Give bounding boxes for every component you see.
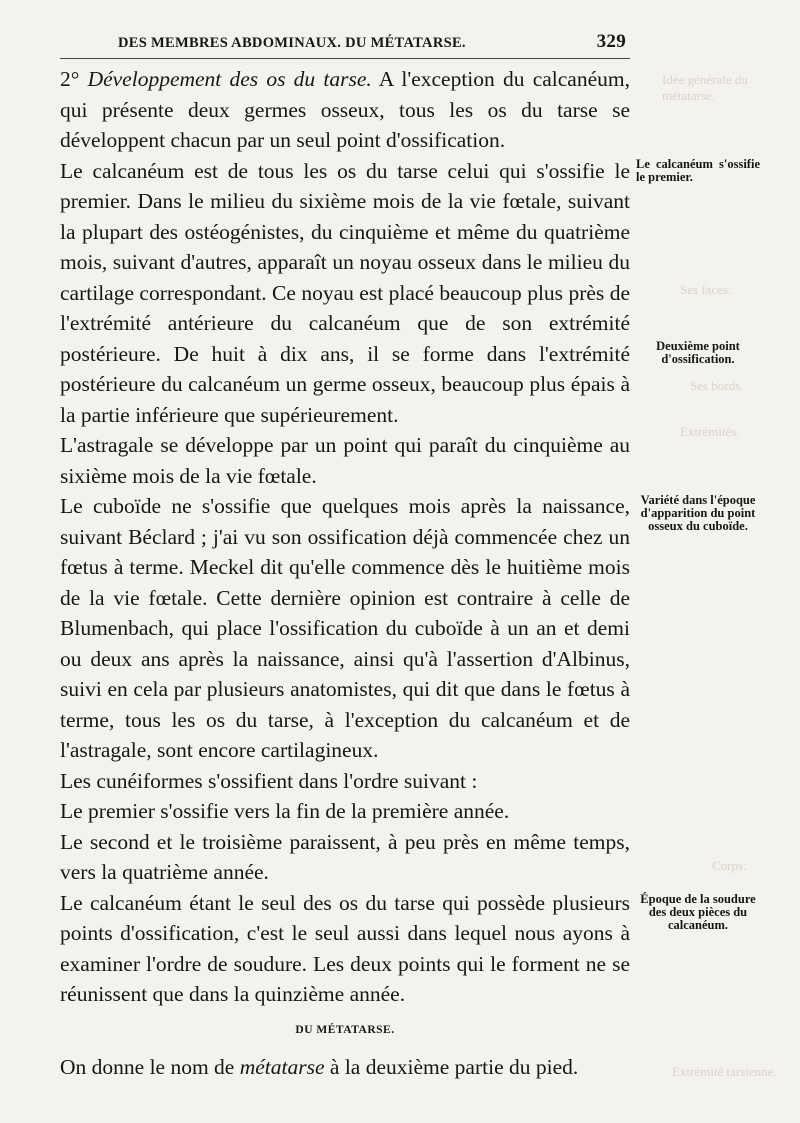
main-text: [60, 64, 630, 1082]
margin-note: Deuxième point d'ossification.: [656, 339, 740, 366]
running-header: [60, 33, 630, 55]
paragraph: Le premier s'ossifie vers la fin de la première année.: [60, 799, 510, 823]
paragraph: Le calcanéum étant le seul des os du tarse qui possède plusieurs points d'ossification, c'est le seul aussi dans lequel nous ayons à examiner l'ordre de soudure. Les deux points qui le forment ne se réunissent que dans la quinzième année.: [60, 890, 630, 1006]
bleed-through-text: Ses bords.: [690, 378, 744, 393]
paragraph: Le cuboïde ne s'ossifie que quelques mois après la naissance, suivant Béclard ; j'ai vu son ossification déjà commencée chez un fœtus à terme. Meckel dit qu'elle commence dès le huitième mois de la vie fœtale. Cette dernière opinion est contraire à celle de Blumenbach, qui place l'ossification du cuboïde à un an et demi ou deux ans après la naissance, ainsi qu'à l'assertion d'Albinus, suivi en cela par plusieurs anatomistes, qui dit que dans le fœtus à terme, tous les os du tarse, à l'exception du calcanéum et de l'astragale, sont encore cartilagineux.: [60, 494, 630, 762]
paragraph: L'astragale se développe par un point qui paraît du cinquième au sixième mois de la vie fœtale.: [60, 433, 630, 488]
paragraph-heading: Développement des os du tarse.: [87, 67, 372, 91]
bleed-through-text: Extrémités.: [680, 424, 740, 439]
margin-note: Variété dans l'époque d'apparition du point osseux du cuboïde.: [640, 493, 756, 533]
margin-note: Le calcanéum s'ossifie le premier.: [636, 157, 760, 184]
running-title: DES MEMBRES ABDOMINAUX. DU MÉTATARSE.: [118, 35, 466, 51]
bleed-through-text: Idée générale du métatarse.: [662, 72, 748, 103]
bleed-through-text: Corps.: [712, 858, 747, 873]
paragraph: 2° Développement des os du tarse. A l'exception du calcanéum, qui présente deux germes osseux, tous les os du tarse se développent chacun par un seul point d'ossification.: [60, 67, 630, 152]
page-number: 329: [596, 31, 626, 52]
paragraph: Les cunéiformes s'ossifient dans l'ordre suivant :: [60, 768, 478, 793]
emphasis-term: métatarse: [239, 1054, 325, 1079]
bleed-through-text: Ses faces.: [680, 282, 732, 297]
paragraph: Le second et le troisième paraissent, à peu près en même temps, vers la quatrième année.: [60, 829, 630, 884]
paragraph: Le calcanéum est de tous les os du tarse celui qui s'ossifie le premier. Dans le milieu du sixième mois de la vie fœtale, suivant la plupart des ostéogénistes, du cinquième et même du quatrième mois, suivant d'autres, apparaît un noyau osseux dans le milieu du cartilage correspondant. Ce noyau est placé beaucoup plus près de l'extrémité antérieure du calcanéum que de son extrémité postérieure. De huit à dix ans, il se forme dans l'extrémité postérieure du calcanéum un germe osseux, beaucoup plus épais à la partie inférieure que supérieurement.: [60, 158, 630, 427]
header-rule: [60, 58, 630, 59]
section-heading: DU MÉTATARSE.: [295, 1023, 395, 1036]
margin-note: Époque de la soudure des deux pièces du calcanéum.: [640, 892, 756, 932]
bleed-through-text: Extrémité tarsienne.: [672, 1064, 777, 1079]
paragraph: On donne le nom de métatarse à la deuxième partie du pied.: [60, 1054, 579, 1079]
